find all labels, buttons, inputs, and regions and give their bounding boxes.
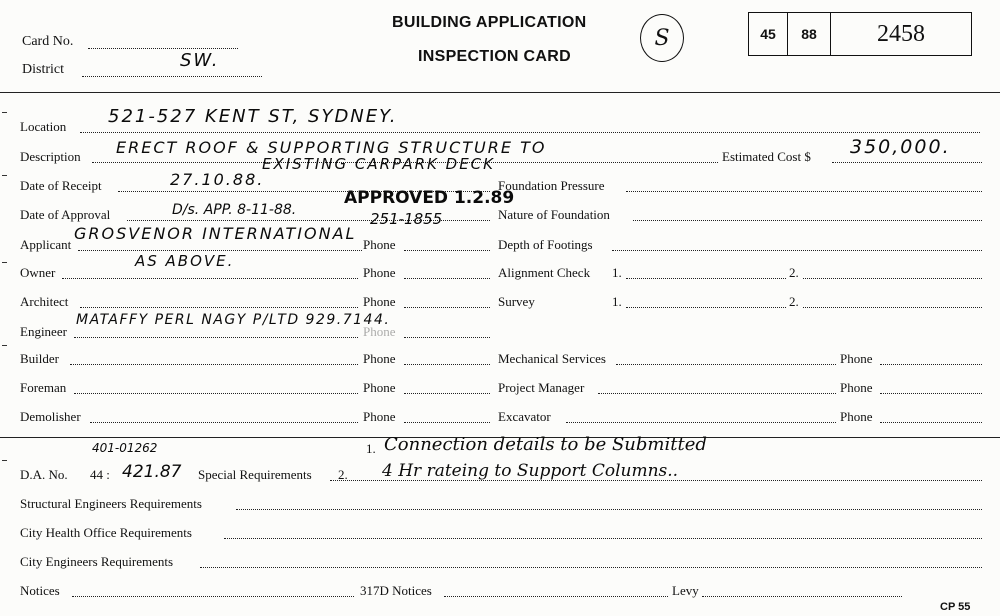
demolisher-line bbox=[90, 422, 358, 423]
structural-req-label: Structural Engineers Requirements bbox=[20, 496, 202, 511]
header-divider bbox=[0, 92, 1000, 93]
margin-tick bbox=[2, 175, 7, 176]
excavator-label: Excavator bbox=[498, 409, 551, 424]
date-receipt-value: 27.10.88. bbox=[170, 170, 265, 189]
mechanical-label: Mechanical Services bbox=[498, 351, 606, 366]
card-number-part-a: 45 bbox=[749, 13, 788, 55]
special-req-1-number: 1. bbox=[366, 441, 376, 456]
stamp-icon: S bbox=[640, 14, 684, 62]
district-value: SW. bbox=[180, 50, 220, 71]
description-value-line2: EXISTING CARPARK DECK bbox=[262, 155, 495, 173]
alignment-check-1-label: 1. bbox=[612, 265, 622, 280]
card-no-label: Card No. bbox=[22, 34, 74, 49]
demolisher-phone-line bbox=[404, 422, 490, 423]
special-req-2-number: 2. bbox=[338, 467, 348, 482]
levy-label: Levy bbox=[672, 583, 699, 598]
owner-line bbox=[62, 278, 358, 279]
estimated-cost-line bbox=[832, 162, 982, 163]
survey-2-label: 2. bbox=[789, 294, 799, 309]
nature-foundation-label: Nature of Foundation bbox=[498, 207, 610, 222]
owner-value: AS ABOVE. bbox=[135, 252, 235, 270]
project-manager-phone-line bbox=[880, 393, 982, 394]
excavator-line bbox=[566, 422, 836, 423]
notices-317d-line bbox=[444, 596, 668, 597]
notices-317d-label: 317D Notices bbox=[360, 583, 432, 598]
notices-line bbox=[72, 596, 354, 597]
foundation-pressure-line bbox=[626, 191, 982, 192]
special-req-1-value: Connection details to be Submitted bbox=[384, 434, 707, 455]
da-reference: 401-01262 bbox=[92, 441, 158, 455]
foreman-phone-label: Phone bbox=[363, 380, 396, 395]
mechanical-phone-label: Phone bbox=[840, 351, 873, 366]
architect-phone-line bbox=[404, 307, 490, 308]
project-manager-line bbox=[598, 393, 836, 394]
form-title-line2: INSPECTION CARD bbox=[418, 48, 571, 65]
district-label: District bbox=[22, 62, 64, 77]
foreman-phone-line bbox=[404, 393, 490, 394]
date-receipt-label: Date of Receipt bbox=[20, 178, 102, 193]
form-title-line1: BUILDING APPLICATION bbox=[392, 14, 587, 31]
alignment-check-label: Alignment Check bbox=[498, 265, 591, 280]
foreman-label: Foreman bbox=[20, 380, 67, 395]
notices-label: Notices bbox=[20, 583, 60, 598]
project-manager-phone-label: Phone bbox=[840, 380, 873, 395]
excavator-phone-line bbox=[880, 422, 982, 423]
city-eng-req-label: City Engineers Requirements bbox=[20, 554, 174, 569]
owner-label: Owner bbox=[20, 265, 56, 280]
depth-footings-line bbox=[612, 250, 982, 251]
demolisher-label: Demolisher bbox=[20, 409, 81, 424]
survey-label: Survey bbox=[498, 294, 535, 309]
nature-foundation-line bbox=[633, 220, 982, 221]
alignment-check-2-line bbox=[803, 278, 982, 279]
special-req-label: Special Requirements bbox=[198, 467, 312, 482]
location-value: 521-527 KENT ST, SYDNEY. bbox=[108, 106, 398, 127]
description-value-line1: ERECT ROOF & SUPPORTING STRUCTURE TO bbox=[116, 138, 547, 157]
margin-tick bbox=[2, 345, 7, 346]
project-manager-label: Project Manager bbox=[498, 380, 585, 395]
applicant-phone-line bbox=[404, 250, 490, 251]
owner-phone-label: Phone bbox=[363, 265, 396, 280]
da-no-prefix: 44 : bbox=[90, 467, 110, 482]
location-line bbox=[80, 132, 980, 133]
engineer-line bbox=[74, 337, 358, 338]
alignment-check-1-line bbox=[626, 278, 786, 279]
district-line bbox=[82, 76, 262, 77]
engineer-phone-line bbox=[404, 337, 490, 338]
excavator-phone-label: Phone bbox=[840, 409, 873, 424]
engineer-value: MATAFFY PERL NAGY P/LTD 929.7144. bbox=[76, 312, 391, 328]
engineer-phone-label: Phone bbox=[363, 324, 396, 339]
survey-1-label: 1. bbox=[612, 294, 622, 309]
survey-1-line bbox=[626, 307, 786, 308]
date-approval-value: D/s. APP. 8-11-88. bbox=[172, 202, 297, 218]
depth-footings-label: Depth of Footings bbox=[498, 237, 593, 252]
health-req-label: City Health Office Requirements bbox=[20, 525, 192, 540]
architect-phone-label: Phone bbox=[363, 294, 396, 309]
estimated-cost-value: 350,000. bbox=[850, 136, 951, 158]
applicant-label: Applicant bbox=[20, 237, 72, 252]
demolisher-phone-label: Phone bbox=[363, 409, 396, 424]
margin-tick bbox=[2, 460, 7, 461]
mechanical-line bbox=[616, 364, 836, 365]
levy-line bbox=[702, 596, 902, 597]
builder-phone-label: Phone bbox=[363, 351, 396, 366]
applicant-phone-value: 251-1855 bbox=[370, 210, 443, 228]
location-label: Location bbox=[20, 119, 67, 134]
special-req-2-value: 4 Hr rateing to Support Columns.. bbox=[382, 461, 679, 481]
card-number: 2458 bbox=[877, 20, 925, 47]
da-no-label: D.A. No. bbox=[20, 467, 68, 482]
date-approval-label: Date of Approval bbox=[20, 207, 111, 222]
mechanical-phone-line bbox=[880, 364, 982, 365]
architect-label: Architect bbox=[20, 294, 69, 309]
owner-phone-line bbox=[404, 278, 490, 279]
card-no-line bbox=[88, 48, 238, 49]
builder-phone-line bbox=[404, 364, 490, 365]
architect-line bbox=[80, 307, 358, 308]
engineer-label: Engineer bbox=[20, 324, 67, 339]
survey-2-line bbox=[803, 307, 982, 308]
description-label: Description bbox=[20, 149, 81, 164]
alignment-check-2-label: 2. bbox=[789, 265, 799, 280]
estimated-cost-label: Estimated Cost $ bbox=[722, 149, 811, 164]
margin-tick bbox=[2, 112, 7, 113]
approved-note: APPROVED 1.2.89 bbox=[344, 188, 515, 208]
city-eng-req-line bbox=[200, 567, 982, 568]
health-req-line bbox=[224, 538, 982, 539]
da-no-value: 421.87 bbox=[122, 462, 182, 482]
foreman-line bbox=[74, 393, 358, 394]
builder-line bbox=[70, 364, 358, 365]
form-code: CP 55 bbox=[940, 601, 971, 613]
foundation-pressure-label: Foundation Pressure bbox=[498, 178, 605, 193]
builder-label: Builder bbox=[20, 351, 59, 366]
margin-tick bbox=[2, 262, 7, 263]
applicant-phone-label: Phone bbox=[363, 237, 396, 252]
card-number-part-b: 88 bbox=[788, 13, 831, 55]
applicant-value: GROSVENOR INTERNATIONAL bbox=[74, 224, 357, 243]
structural-req-line bbox=[236, 509, 982, 510]
card-number-box bbox=[748, 12, 972, 56]
applicant-line bbox=[78, 250, 362, 251]
